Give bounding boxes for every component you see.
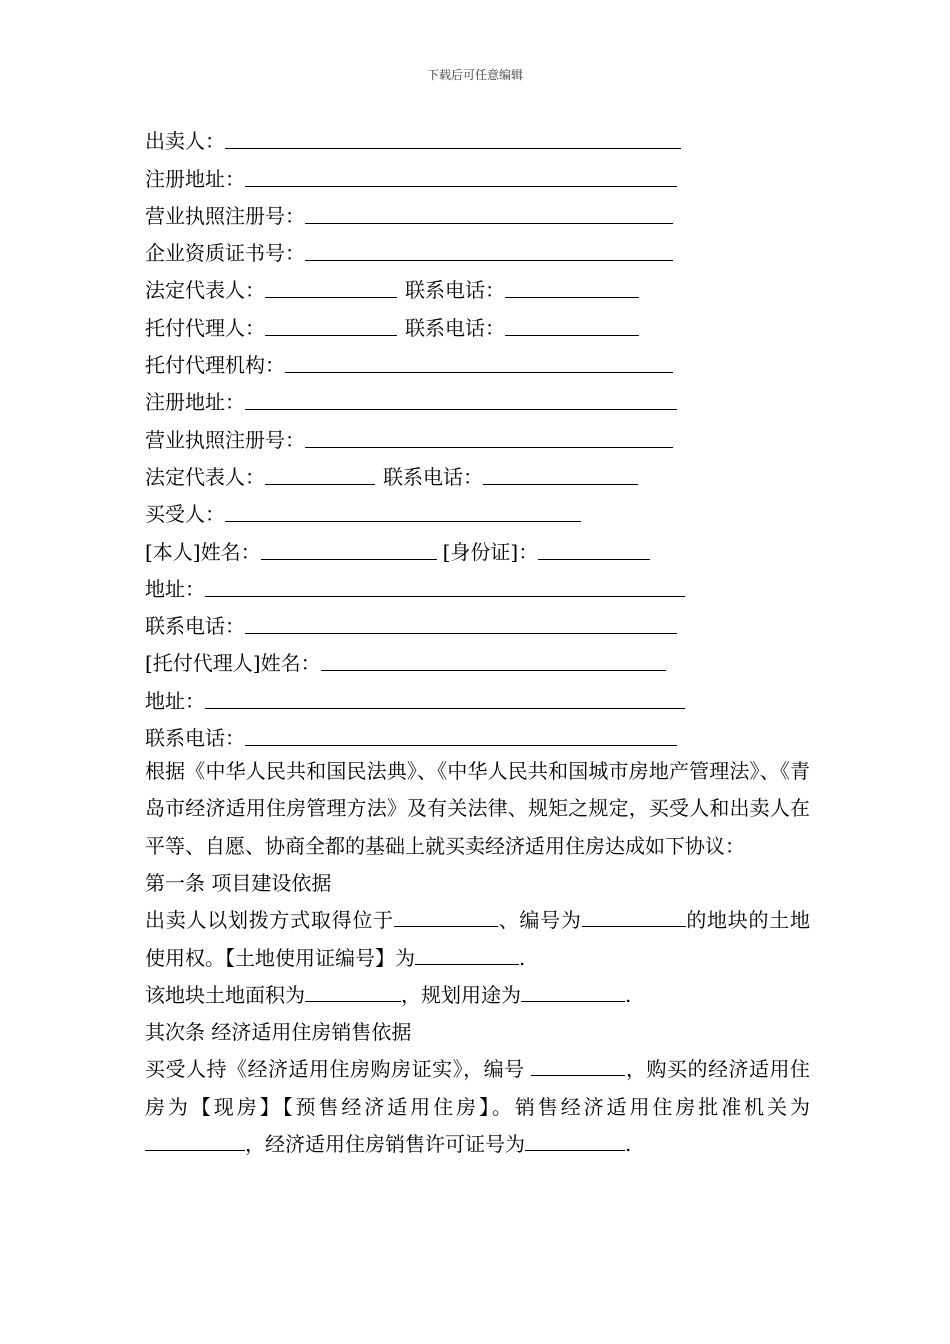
agency-license-label: 营业执照注册号： — [145, 427, 305, 452]
legal-rep-label: 法定代表人： — [145, 278, 265, 303]
address-blank[interactable] — [205, 574, 685, 597]
id-blank[interactable] — [538, 537, 650, 560]
agent-address-label: 地址： — [145, 688, 205, 713]
land-use-blank[interactable] — [521, 981, 625, 1002]
buyer-agent-phone-blank[interactable] — [245, 723, 677, 746]
agent-phone-blank[interactable] — [505, 313, 639, 336]
buyer-phone-blank[interactable] — [245, 611, 677, 634]
license-blank[interactable] — [305, 201, 673, 224]
buyer-line — [145, 490, 810, 527]
article1-p1-text-b: 、编号为 — [497, 908, 582, 933]
buyer-phone-label: 联系电话： — [145, 614, 245, 639]
agency-legal-rep-label: 法定代表人： — [145, 464, 265, 489]
agency-reg-address-blank[interactable] — [245, 387, 677, 410]
article1-p1 — [145, 902, 810, 977]
qualification-label: 企业资质证书号： — [145, 241, 305, 266]
agency-legal-rep-blank[interactable] — [265, 462, 375, 485]
seller-line — [145, 117, 810, 154]
qualification-blank[interactable] — [305, 238, 673, 261]
license-line — [145, 192, 810, 229]
article1-p1-text-c: 的地块的土地使用权。【土地使用证编号】为 — [145, 908, 811, 970]
land-number-blank[interactable] — [582, 906, 686, 927]
article2-p1 — [145, 1051, 810, 1163]
reg-address-blank[interactable] — [245, 164, 677, 187]
agency-reg-address-line — [145, 378, 810, 415]
buyer-blank[interactable] — [225, 499, 581, 522]
agency-line — [145, 341, 810, 378]
agent-address-blank[interactable] — [205, 686, 685, 709]
phone-blank[interactable] — [505, 275, 639, 298]
self-name-line — [145, 527, 810, 564]
header-note: 下载后可任意编辑 — [426, 68, 523, 82]
article1-p1-text-a: 出卖人以划拨方式取得位于 — [145, 908, 394, 933]
sale-permit-blank[interactable] — [525, 1130, 625, 1151]
reg-address-line — [145, 154, 810, 191]
article1-p2-text-a: 该地块土地面积为 — [145, 982, 305, 1007]
article1-title: 第一条 项目建设依据 — [145, 870, 332, 895]
article2-p1-text-c: ，经济适用住房销售许可证号为 — [245, 1132, 525, 1157]
article2-p1-text-a: 买受人持《经济适用住房购房证实》，编号 — [145, 1057, 525, 1082]
article1-p2 — [145, 977, 810, 1014]
id-label: [身份证]： — [442, 539, 539, 564]
legal-rep-blank[interactable] — [265, 275, 397, 298]
land-cert-blank[interactable] — [415, 944, 519, 965]
agent-line — [145, 303, 810, 340]
reg-address-label: 注册地址： — [145, 166, 245, 191]
phone-label: 联系电话： — [405, 278, 505, 303]
article1-p2-text-c: . — [625, 982, 632, 1007]
agent-name-line — [145, 639, 810, 676]
agency-blank[interactable] — [285, 350, 673, 373]
agent-label: 托付代理人： — [145, 315, 265, 340]
buyer-agent-phone-label: 联系电话： — [145, 726, 245, 751]
license-label: 营业执照注册号： — [145, 203, 305, 228]
approval-authority-blank[interactable] — [145, 1130, 245, 1151]
agency-phone-blank[interactable] — [483, 462, 638, 485]
self-name-label: [本人]姓名： — [145, 539, 261, 564]
agent-phone-label: 联系电话： — [405, 315, 505, 340]
article1-p1-text-d: . — [519, 945, 526, 970]
agency-reg-address-label: 注册地址： — [145, 390, 245, 415]
seller-label: 出卖人： — [145, 129, 225, 154]
purchase-cert-blank[interactable] — [531, 1055, 625, 1076]
qualification-line — [145, 229, 810, 266]
agency-license-blank[interactable] — [305, 425, 673, 448]
seller-blank[interactable] — [225, 126, 681, 149]
agent-address-line — [145, 676, 810, 713]
agent-name-blank[interactable] — [321, 648, 666, 671]
land-area-blank[interactable] — [305, 981, 401, 1002]
address-line — [145, 565, 810, 602]
article2-p1-text-d: . — [625, 1132, 632, 1157]
agent-name-label: [托付代理人]姓名： — [145, 651, 321, 676]
preamble: 根据《中华人民共和国民法典》、《中华人民共和国城市房地产管理法》、《青岛市经济适用住房管理方法》及有关法律、规矩之规定，买受人和出卖人在平等、自愿、协商全都的基础上就买卖经济适用住房达成如下协议： — [145, 759, 810, 858]
agency-label: 托付代理机构： — [145, 353, 285, 378]
agency-phone-label: 联系电话： — [383, 464, 483, 489]
land-location-blank[interactable] — [394, 906, 498, 927]
article2-title: 其次条 经济适用住房销售依据 — [145, 1020, 412, 1045]
agent-blank[interactable] — [265, 313, 397, 336]
legal-rep-line — [145, 266, 810, 303]
article2-p1-text-b: ，购买的经济适用住房为【现房】【预售经济适用住房】。销售经济适用住房批准机关为 — [145, 1057, 811, 1119]
address-label: 地址： — [145, 576, 205, 601]
buyer-phone-line — [145, 602, 810, 639]
article1-p2-text-b: ，规划用途为 — [401, 982, 521, 1007]
agent-phone-line — [145, 714, 810, 751]
agency-legal-rep-line — [145, 453, 810, 490]
agency-license-line — [145, 415, 810, 452]
contract-body — [145, 117, 810, 1163]
buyer-label: 买受人： — [145, 502, 225, 527]
self-name-blank[interactable] — [261, 537, 437, 560]
